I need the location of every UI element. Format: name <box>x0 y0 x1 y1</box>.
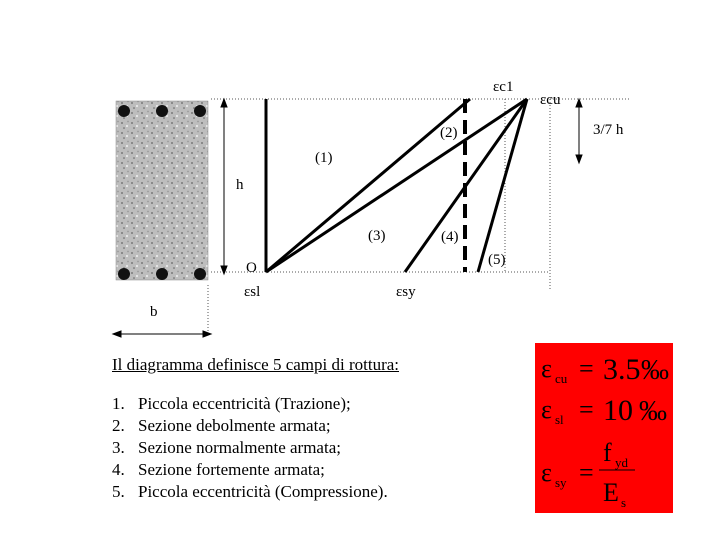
b-label: b <box>150 304 158 320</box>
svg-text:=: = <box>579 458 594 487</box>
top-rebar <box>118 105 130 117</box>
h-dimension <box>221 99 227 274</box>
field-1-label: (1) <box>315 150 333 166</box>
eps-sy-label: εsy <box>396 284 416 300</box>
field-3-label: (3) <box>368 228 386 244</box>
svg-text:yd: yd <box>615 455 628 470</box>
three-seventh-h-dimension <box>576 99 582 163</box>
svg-text:s: s <box>621 495 627 510</box>
svg-text:=: = <box>579 354 594 383</box>
svg-text:ε: ε <box>541 458 552 487</box>
eps-cu-label: εcu <box>540 92 561 108</box>
list-item: 3. Sezione normalmente armata; <box>112 438 341 457</box>
bottom-rebar <box>156 268 168 280</box>
field-4-label: (4) <box>441 229 459 245</box>
bottom-rebar <box>194 268 206 280</box>
top-rebar <box>194 105 206 117</box>
eps-c1-label: εc1 <box>493 79 514 95</box>
list-item: 1. Piccola eccentricità (Trazione); <box>112 394 351 413</box>
svg-text:sl: sl <box>555 412 564 427</box>
field-2-label: (2) <box>440 125 458 141</box>
svg-text:E: E <box>603 478 619 507</box>
origin-label: O <box>246 260 257 276</box>
list-item: 5. Piccola eccentricità (Compressione). <box>112 482 388 501</box>
formula-box <box>535 343 673 513</box>
svg-text:ε: ε <box>541 354 552 383</box>
svg-text:sy: sy <box>555 475 567 490</box>
field-2-limit-line <box>266 99 527 272</box>
svg-text:=: = <box>579 395 594 424</box>
top-rebar <box>156 105 168 117</box>
strain-lines <box>266 99 527 272</box>
failure-fields-list <box>112 393 388 503</box>
svg-text:‰: ‰ <box>641 355 669 386</box>
field-5-label: (5) <box>488 252 506 268</box>
list-item: 2. Sezione debolmente armata; <box>112 416 331 435</box>
caption: Il diagramma definisce 5 campi di rottura: <box>112 355 400 374</box>
svg-text:f: f <box>603 438 612 467</box>
svg-text:ε: ε <box>541 395 552 424</box>
svg-text:‰: ‰ <box>639 396 667 427</box>
three-seventh-h-label: 3/7 h <box>593 122 624 138</box>
svg-text:10: 10 <box>603 394 633 427</box>
svg-text:3.5: 3.5 <box>603 353 641 386</box>
svg-text:cu: cu <box>555 371 568 386</box>
concrete-section <box>116 101 208 280</box>
formula-eps-sl <box>541 394 667 427</box>
reference-lines <box>208 99 630 335</box>
eps-sl-label: εsl <box>244 284 261 300</box>
list-item: 4. Sezione fortemente armata; <box>112 460 325 479</box>
h-label: h <box>236 177 244 193</box>
formula-eps-cu <box>541 353 669 386</box>
b-dimension <box>113 331 211 337</box>
bottom-rebar <box>118 268 130 280</box>
formula-eps-sy <box>541 438 635 510</box>
